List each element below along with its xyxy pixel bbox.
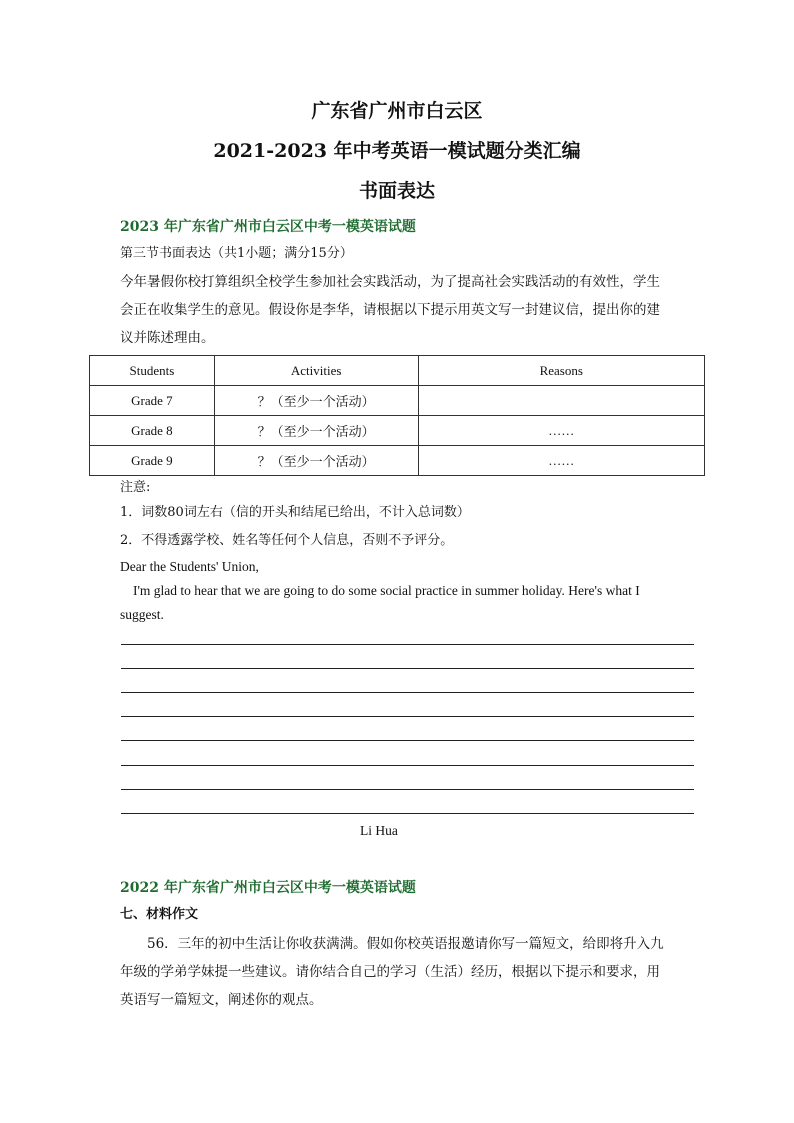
table-cell: ？（至少一个活动） bbox=[214, 416, 418, 446]
table-cell bbox=[418, 386, 705, 416]
table-row bbox=[90, 446, 705, 476]
writing-line bbox=[121, 692, 694, 693]
table-cell: Grade 7 bbox=[90, 386, 215, 416]
writing-line bbox=[121, 789, 694, 790]
prompt-2022-line-2: 年级的学弟学妹提一些建议。请你结合自己的学习（生活）经历，根据以下提示和要求，用 bbox=[120, 964, 660, 980]
page-title-years: 2021-2023 年中考英语一模试题分类汇编 bbox=[213, 140, 581, 162]
table-header-cell: Students bbox=[90, 356, 215, 386]
table-cell: …… bbox=[418, 446, 705, 476]
letter-opening-line-2: suggest. bbox=[120, 607, 164, 622]
page-title-region: 广东省广州市白云区 bbox=[311, 100, 483, 122]
writing-line bbox=[121, 740, 694, 741]
letter-signature: Li Hua bbox=[360, 823, 398, 838]
section-subheading-2022: 七、材料作文 bbox=[120, 907, 199, 922]
notes-label: 注意: bbox=[120, 480, 151, 495]
table-cell: Grade 8 bbox=[90, 416, 215, 446]
prompt-line-3: 议并陈述理由。 bbox=[120, 330, 215, 346]
activity-table bbox=[89, 355, 705, 476]
table-cell: ？（至少一个活动） bbox=[214, 386, 418, 416]
writing-line bbox=[121, 644, 694, 645]
prompt-line-2: 会正在收集学生的意见。假设你是李华，请根据以下提示用英文写一封建议信，提出你的建 bbox=[120, 302, 660, 318]
writing-line bbox=[121, 668, 694, 669]
prompt-line-1: 今年暑假你校打算组织全校学生参加社会实践活动，为了提高社会实践活动的有效性，学生 bbox=[120, 274, 660, 290]
prompt-2022-line-3: 英语写一篇短文，阐述你的观点。 bbox=[120, 992, 323, 1008]
table-cell: ？（至少一个活动） bbox=[214, 446, 418, 476]
note-item-1: 1．词数80词左右（信的开头和结尾已给出，不计入总词数） bbox=[120, 505, 470, 520]
section-heading-2023: 2023 年广东省广州市白云区中考一模英语试题 bbox=[120, 219, 416, 235]
table-header-row bbox=[90, 356, 705, 386]
page-title-topic: 书面表达 bbox=[358, 180, 435, 202]
prompt-2022-line-1: 56．三年的初中生活让你收获满满。假如你校英语报邀请你写一篇短文，给即将升入九 bbox=[147, 936, 664, 952]
table-header-cell: Reasons bbox=[418, 356, 705, 386]
writing-line bbox=[121, 813, 694, 814]
section-heading-2022: 2022 年广东省广州市白云区中考一模英语试题 bbox=[120, 880, 416, 896]
table-cell: …… bbox=[418, 416, 705, 446]
table-row bbox=[90, 416, 705, 446]
table-row bbox=[90, 386, 705, 416]
writing-line bbox=[121, 716, 694, 717]
letter-opening-line-1: I'm glad to hear that we are going to do some social practice in summer holiday. Here's what I bbox=[133, 583, 640, 598]
table-cell: Grade 9 bbox=[90, 446, 215, 476]
letter-greeting: Dear the Students' Union, bbox=[120, 559, 259, 574]
table-header-cell: Activities bbox=[214, 356, 418, 386]
section-subheading-2023: 第三节书面表达（共1小题；满分15分） bbox=[120, 246, 353, 261]
writing-line bbox=[121, 765, 694, 766]
note-item-2: 2．不得透露学校、姓名等任何个人信息，否则不予评分。 bbox=[120, 533, 454, 548]
